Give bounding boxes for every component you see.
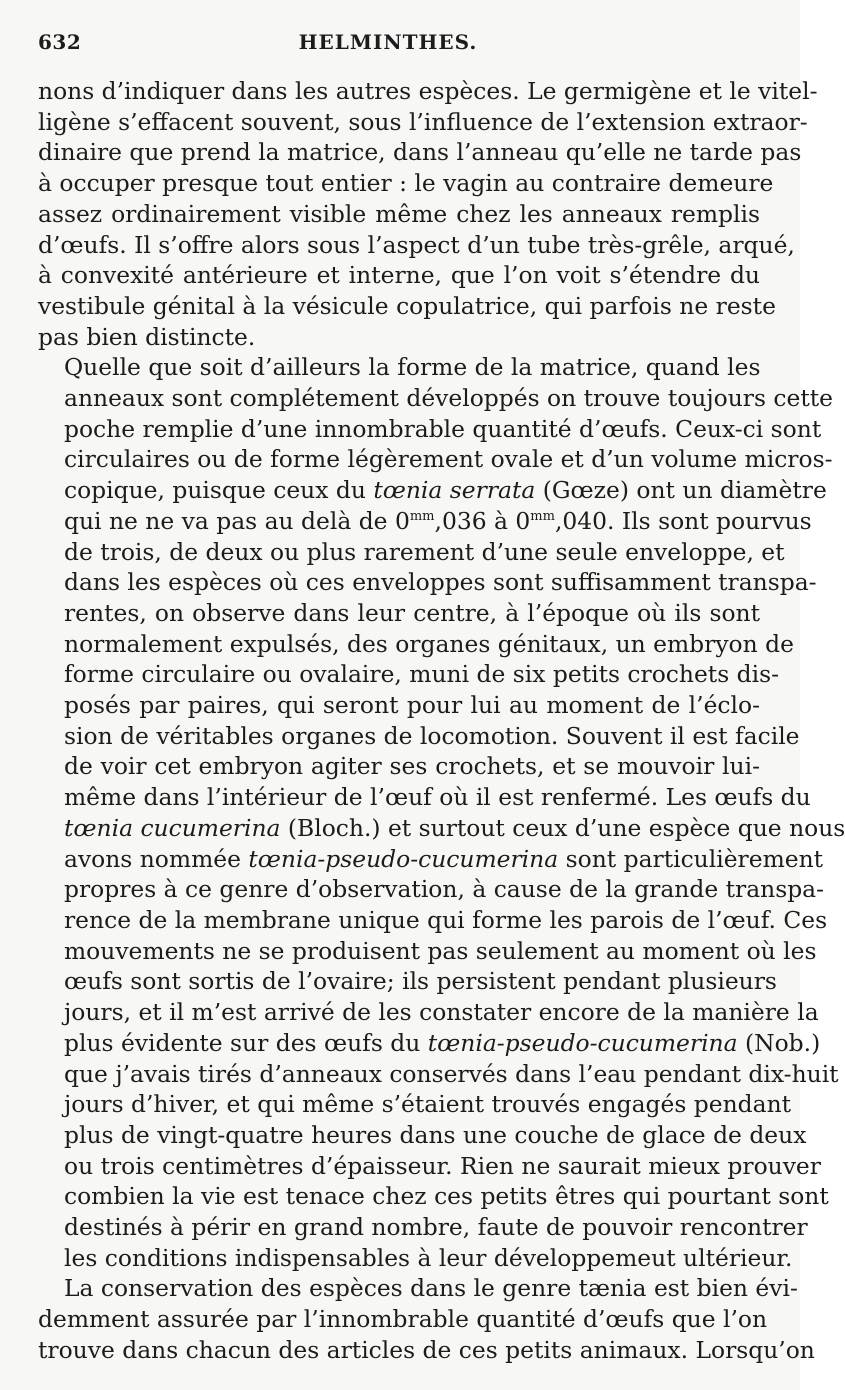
paragraph-2 xyxy=(38,352,845,1273)
species-name: tœnia-pseudo-cucumerina xyxy=(427,1028,738,1057)
text-line: de voir cet embryon agiter ses crochets, et se mouvoir lui- xyxy=(64,752,760,781)
unit-mm: mm xyxy=(530,508,555,524)
text-segment: (Gœze) ont un diamètre xyxy=(542,476,827,505)
text-line: trouve dans chacun des articles de ces petits animaux. Lorsqu’on xyxy=(38,1335,815,1364)
text-line: mouvements ne se produisent pas seulement au moment où les xyxy=(64,936,817,965)
text-line: normalement expulsés, des organes génitaux, un embryon de xyxy=(64,629,794,658)
unit-mm: mm xyxy=(409,508,435,524)
running-head: HELMINTHES. xyxy=(298,30,478,54)
text-line: à convexité antérieure et interne, que l’on voit s’étendre du xyxy=(38,261,760,290)
text-segment: avons nommée xyxy=(64,844,241,873)
text-line: anneaux sont complétement développés on trouve toujours cette xyxy=(64,384,833,413)
text-line xyxy=(38,844,824,875)
text-line: circulaires ou de forme légèrement ovale et d’un volume micros- xyxy=(64,445,833,474)
text-segment: ,040. Ils sont pourvus xyxy=(554,506,812,535)
text-segment: copique, puisque ceux du xyxy=(64,476,366,505)
text-line: les conditions indispensables à leur développemeut ultérieur. xyxy=(64,1243,793,1272)
text-line xyxy=(38,506,812,537)
text-line: que j’avais tirés d’anneaux conservés dans l’eau pendant dix-huit xyxy=(64,1059,839,1088)
text-line: propres à ce genre d’observation, à cause de la grande transpa- xyxy=(64,875,825,904)
text-segment: (Nob.) xyxy=(745,1028,821,1057)
species-name: tœnia-pseudo-cucumerina xyxy=(248,844,559,873)
text-line: La conservation des espèces dans le genre tænia est bien évi- xyxy=(64,1274,798,1303)
text-line: Quelle que soit d’ailleurs la forme de la matrice, quand les xyxy=(64,353,761,382)
text-line: ligène s’effacent souvent, sous l’influence de l’extension extraor- xyxy=(38,107,808,136)
text-line: forme circulaire ou ovalaire, muni de six petits crochets dis- xyxy=(64,660,779,689)
body-text xyxy=(38,76,845,1366)
paragraph-3 xyxy=(38,1273,815,1365)
text-line xyxy=(38,1028,821,1059)
text-segment: qui ne ne va pas au delà de 0 xyxy=(64,506,410,535)
text-line: demment assurée par l’innombrable quantité d’œufs que l’on xyxy=(38,1305,768,1334)
text-segment: sont particulièrement xyxy=(565,844,824,873)
text-segment: (Bloch.) et surtout ceux d’une espèce que nous xyxy=(287,813,845,842)
text-line: d’œufs. Il s’offre alors sous l’aspect d’un tube très-grêle, arqué, xyxy=(38,230,795,259)
text-line: sion de véritables organes de locomotion. Souvent il est facile xyxy=(64,721,800,750)
text-line: rence de la membrane unique qui forme les parois de l’œuf. Ces xyxy=(64,905,828,934)
text-line: même dans l’intérieur de l’œuf où il est renfermé. Les œufs du xyxy=(64,783,811,812)
text-line: vestibule génital à la vésicule copulatrice, qui parfois ne reste xyxy=(38,291,776,320)
text-line: dinaire que prend la matrice, dans l’anneau qu’elle ne tarde pas xyxy=(38,138,802,167)
text-line: jours, et il m’est arrivé de les constater encore de la manière la xyxy=(64,998,819,1027)
text-line: ou trois centimètres d’épaisseur. Rien ne saurait mieux prouver xyxy=(64,1151,821,1180)
text-line: pas bien distincte. xyxy=(38,322,256,351)
text-line: destinés à périr en grand nombre, faute de pouvoir rencontrer xyxy=(64,1213,808,1242)
text-segment: ,036 à 0 xyxy=(434,506,531,535)
text-line: nons d’indiquer dans les autres espèces. Le germigène et le vitel- xyxy=(38,77,818,105)
text-line: de trois, de deux ou plus rarement d’une seule enveloppe, et xyxy=(64,537,785,566)
text-line: dans les espèces où ces enveloppes sont suffisamment transpa- xyxy=(64,568,817,597)
species-name: tœnia serrata xyxy=(373,476,536,505)
text-line: poche remplie d’une innombrable quantité d’œufs. Ceux-ci sont xyxy=(64,414,822,443)
text-line xyxy=(38,813,845,844)
text-line: combien la vie est tenace chez ces petits êtres qui pourtant sont xyxy=(64,1182,829,1211)
text-line: posés par paires, qui seront pour lui au moment de l’éclo- xyxy=(64,691,760,720)
text-line: jours d’hiver, et qui même s’étaient trouvés engagés pendant xyxy=(64,1090,792,1119)
species-name: tœnia cucumerina xyxy=(64,813,281,842)
page-header xyxy=(38,30,738,64)
text-line: à occuper presque tout entier : le vagin au contraire demeure xyxy=(38,169,774,198)
paragraph-1 xyxy=(38,76,818,352)
page-number: 632 xyxy=(38,30,82,54)
text-line: assez ordinairement visible même chez les anneaux remplis xyxy=(38,199,760,228)
text-line: œufs sont sortis de l’ovaire; ils persistent pendant plusieurs xyxy=(64,967,777,996)
text-line: plus de vingt-quatre heures dans une couche de glace de deux xyxy=(64,1120,807,1149)
text-line: rentes, on observe dans leur centre, à l’époque où ils sont xyxy=(64,598,760,627)
text-line xyxy=(38,475,827,506)
text-segment: plus évidente sur des œufs du xyxy=(64,1028,421,1057)
